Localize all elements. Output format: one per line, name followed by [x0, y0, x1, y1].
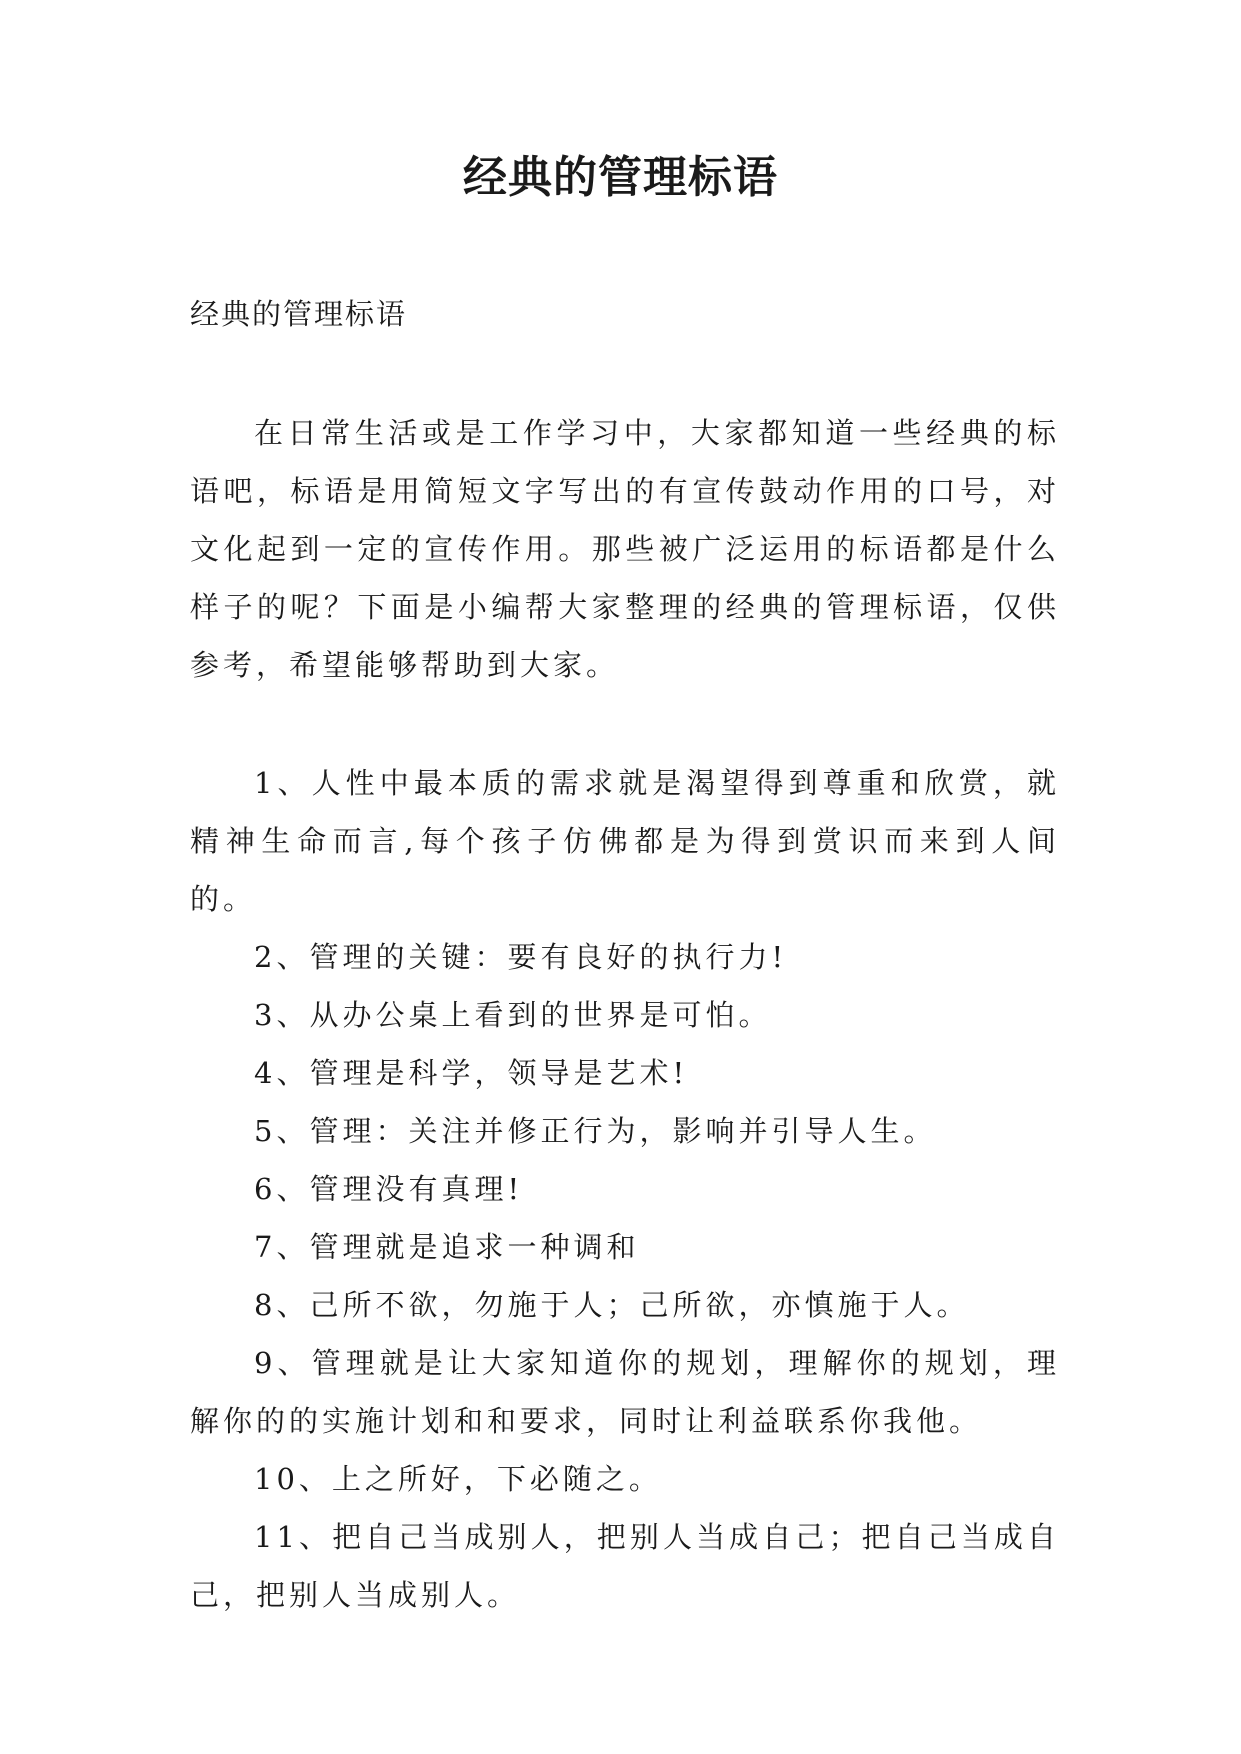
list-item: 4、管理是科学，领导是艺术! [254, 1056, 689, 1090]
list-item: 6、管理没有真理! [254, 1172, 524, 1206]
document-subtitle: 经典的管理标语 [190, 297, 408, 331]
list-item: 7、管理就是追求一种调和 [254, 1230, 640, 1264]
list-item: 5、管理：关注并修正行为，影响并引导人生。 [254, 1114, 937, 1148]
document-title: 经典的管理标语 [463, 152, 778, 203]
list-item: 3、从办公桌上看到的世界是可怕。 [254, 998, 772, 1032]
list-item: 9、管理就是让大家知道你的规划，理解你的规划，理解你的的实施计划和和要求，同时让利益联系你我他。 [190, 1346, 1060, 1438]
intro-paragraph: 在日常生活或是工作学习中，大家都知道一些经典的标语吧，标语是用简短文字写出的有宣传鼓动作用的口号，对文化起到一定的宣传作用。那些被广泛运用的标语都是什么样子的呢？下面是小编帮大家整理的经典的管理标语，仅供参考，希望能够帮助到大家。 [190, 416, 1060, 682]
list-item: 10、上之所好，下必随之。 [254, 1462, 662, 1496]
slogan-list [190, 754, 1060, 1624]
list-item: 8、己所不欲，勿施于人；己所欲，亦慎施于人。 [254, 1288, 970, 1322]
list-item: 1、人性中最本质的需求就是渴望得到尊重和欣赏，就精神生命而言,每个孩子仿佛都是为得到赏识而来到人间的。 [190, 766, 1060, 916]
intro-section [190, 404, 1060, 694]
list-item: 11、把自己当成别人，把别人当成自己；把自己当成自己，把别人当成别人。 [190, 1520, 1060, 1612]
list-item: 2、管理的关键：要有良好的执行力! [254, 940, 788, 974]
